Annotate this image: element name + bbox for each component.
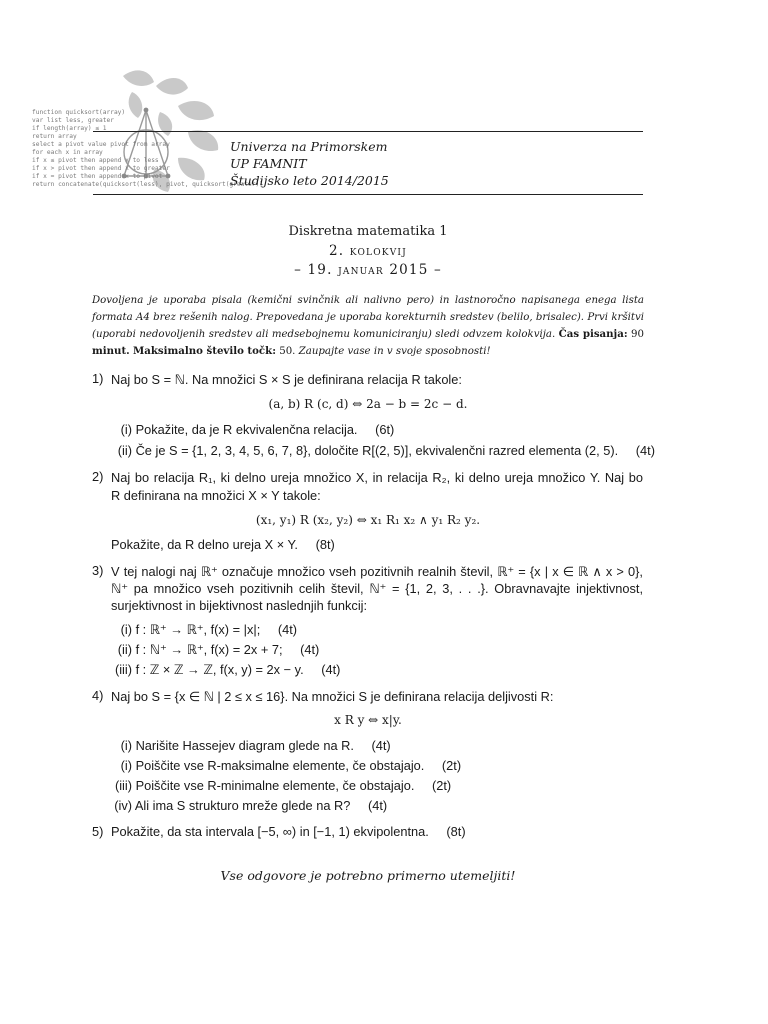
good-luck-text: Zaupajte vase in v svoje sposobnosti! — [298, 346, 491, 357]
time-unit: minut. — [92, 345, 130, 357]
svg-text:function quicksort(array): function quicksort(array) — [32, 109, 126, 116]
instructions-text: Dovoljena je uporaba pisala (kemični svinčnik ali nalivno pero) in lastnoročno napisanega enega lista formata A4 brez rešenih nalog. Prepovedana je uporaba korekturnih sredstev (belilo, brisalec). Prvi kršitvi (uporabi nedovoljenih sredstev ali medsebojnemu komuniciranju) sledi odvzem kolokvija. — [92, 295, 644, 340]
instructions-paragraph — [92, 292, 644, 360]
problem-4-part-i — [112, 738, 391, 753]
closing-note: Vse odgovore je potrebno primerno utemeljiti! — [220, 868, 516, 883]
svg-text:if x > pivot then append x to: if x > pivot then append x to greater — [32, 165, 170, 172]
task-text: Pokažite, da R delno ureja X × Y. — [111, 537, 298, 552]
problem-4-part-iii — [112, 778, 451, 793]
part-label: (iii) — [114, 778, 132, 793]
problem-3-line-3: surjektivnost in bijektivnost naslednjih funkcij: — [111, 598, 368, 613]
faculty-name: UP FAMNIT — [230, 156, 307, 171]
part-points: (4t) — [367, 798, 388, 813]
problem-1-formula: (a, b) R (c, d) ⇔ 2a − b = 2c − d. — [268, 397, 468, 411]
svg-text:return array: return array — [32, 133, 77, 140]
problem-2-number: 2) — [92, 469, 104, 484]
problem-5-number: 5) — [92, 824, 104, 839]
problem-3-line-1: V tej nalogi naj ℝ⁺ označuje množico vseh pozitivnih realnih števil, ℝ⁺ = {x | x ∈ ℝ ∧ x > 0}, — [111, 564, 643, 579]
part-text: Ali ima S strukturo mreže glede na R? — [134, 798, 351, 813]
part-label: (ii) — [117, 642, 132, 657]
part-label: (i) — [120, 738, 132, 753]
part-label: (iv) — [114, 798, 132, 813]
part-text: f : ℕ⁺ → ℝ⁺, f(x) = 2x + 7; — [135, 642, 283, 657]
problem-1-number: 1) — [92, 371, 104, 386]
problem-5-task — [111, 824, 466, 839]
svg-text:var list less, greater: var list less, greater — [32, 117, 114, 124]
logo-code-text — [32, 109, 263, 188]
part-text: f : ℝ⁺ → ℝ⁺, f(x) = |x|; — [135, 622, 261, 637]
header-bottom-rule — [93, 194, 643, 195]
svg-text:if x = pivot then append x to: if x = pivot then append x to pivot — [32, 173, 163, 180]
problem-2-line-2: R definirana na množici X × Y takole: — [111, 488, 321, 503]
problem-4-number: 4) — [92, 688, 104, 703]
part-points: (2t) — [431, 778, 452, 793]
part-label: (iii) — [114, 662, 132, 677]
part-text: f : ℤ × ℤ → ℤ, f(x, y) = 2x − y. — [135, 662, 304, 677]
max-points-label: Maksimalno število točk: — [132, 345, 276, 357]
part-points: (4t) — [321, 662, 341, 677]
part-text: Pokažite, da je R ekvivalenčna relacija. — [135, 422, 358, 437]
part-label: (i) — [120, 422, 132, 437]
exam-title: 2. kolokvij — [329, 243, 407, 259]
svg-text:if length(array) ≤ 1: if length(array) ≤ 1 — [32, 125, 107, 132]
svg-text:for each x in array: for each x in array — [32, 149, 103, 156]
part-label: (ii) — [117, 443, 132, 458]
university-name: Univerza na Primorskem — [230, 139, 388, 154]
problem-3-part-ii — [112, 642, 319, 658]
part-points: (4t) — [277, 622, 298, 637]
exam-date: – 19. januar 2015 – — [294, 262, 442, 278]
part-points: (6t) — [375, 422, 395, 437]
part-points: (4t) — [300, 642, 320, 657]
part-label: (i) — [120, 622, 132, 637]
max-points-value: 50. — [279, 346, 296, 357]
problem-2-line-1: Naj bo relacija R₁, ki delno ureja množico X, in relacija R₂, ki delno ureja množico Y. Naj bo — [111, 470, 643, 485]
part-text: Narišite Hassejev diagram glede na R. — [135, 738, 354, 753]
problem-4-text: Naj bo S = {x ∈ ℕ | 2 ≤ x ≤ 16}. Na množici S je definirana relacija deljivosti R: — [111, 689, 554, 704]
problem-3-number: 3) — [92, 563, 104, 578]
problem-3-line-2: ℕ⁺ pa množico vseh pozitivnih celih števil, ℕ⁺ = {1, 2, 3, . . .}. Obravnavajte injektivnost, — [111, 581, 643, 596]
problem-1-part-i — [112, 422, 394, 437]
header-top-rule — [93, 131, 643, 132]
problem-1-part-ii — [112, 443, 655, 458]
part-points: (4t) — [371, 738, 391, 753]
problem-1-text: Naj bo S = ℕ. Na množici S × S je definirana relacija R takole: — [111, 372, 462, 387]
problem-2-formula: (x₁, y₁) R (x₂, y₂) ⇔ x₁ R₁ x₂ ∧ y₁ R₂ y₂. — [255, 513, 481, 527]
part-label: (i) — [120, 758, 132, 773]
part-text: Poiščite vse R-maksimalne elemente, če obstajajo. — [135, 758, 425, 773]
svg-text:select a pivot value pivot fro: select a pivot value pivot from array — [32, 141, 170, 148]
svg-text:return concatenate(quicksort(l: return concatenate(quicksort(less), pivot, quicksort(greater)) — [32, 181, 263, 188]
problem-3-part-iii — [112, 662, 340, 678]
problem-4-formula: x R y ⇔ x|y. — [334, 713, 402, 727]
task-points: (8t) — [315, 537, 335, 552]
part-points: (2t) — [441, 758, 462, 773]
problem-2-task — [111, 537, 335, 552]
problem-3-part-i — [112, 622, 297, 638]
part-points: (4t) — [635, 443, 655, 458]
part-text: Če je S = {1, 2, 3, 4, 5, 6, 7, 8}, določite R[(2, 5)], ekvivalenčni razred elementa (2, 5). — [135, 443, 619, 458]
problem-4-part-iv — [112, 798, 387, 813]
course-title: Diskretna matematika 1 — [288, 224, 448, 239]
time-value: 90 — [631, 329, 644, 340]
time-label: Čas pisanja: — [558, 328, 628, 340]
problem-4-part-ii — [112, 758, 461, 773]
task-text: Pokažite, da sta intervala [−5, ∞) in [−1, 1) ekvipolentna. — [111, 824, 429, 839]
part-text: Poiščite vse R-minimalne elemente, če obstajajo. — [135, 778, 415, 793]
academic-year: Študijsko leto 2014/2015 — [230, 173, 389, 188]
svg-text:if x ≤ pivot then append x to: if x ≤ pivot then append x to less — [32, 157, 159, 164]
task-points: (8t) — [446, 824, 466, 839]
